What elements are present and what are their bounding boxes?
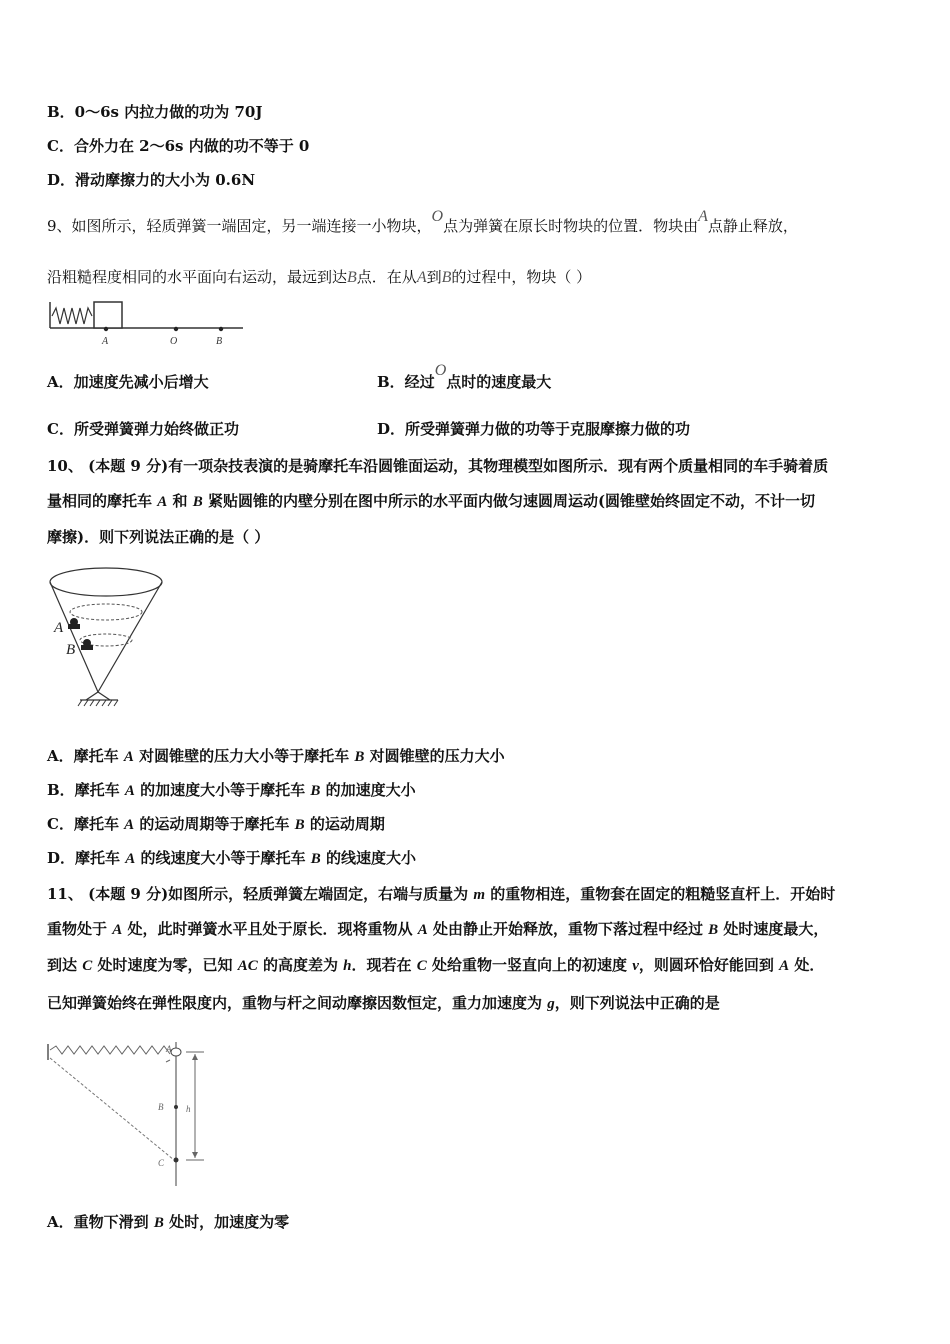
q9-option-d: D．所受弹簧弹力做的功等于克服摩擦力做的功 xyxy=(377,420,691,438)
q9-stem-line2: 沿粗糙程度相同的水平面向右运动，最远到达B点．在从A到B的过程中，物块（ ） xyxy=(47,268,592,286)
q9-label-b: B xyxy=(216,336,223,347)
q11-label-c: C xyxy=(158,1158,165,1168)
q10-label-b: B xyxy=(66,642,76,658)
q11-option-a: A．重物下滑到 B 处时，加速度为零 xyxy=(47,1213,290,1231)
q9-label-o: O xyxy=(170,336,178,347)
q11-label-a: A xyxy=(166,1044,172,1054)
q9-option-c: C．所受弹簧弹力始终做正功 xyxy=(47,420,239,438)
q10-cone-figure xyxy=(48,560,168,708)
q11-label-h: h xyxy=(186,1104,191,1114)
q9-option-b: B．经过O点时的速度最大 xyxy=(377,362,552,391)
q10-stem-line3: 摩擦)．则下列说法正确的是（ ） xyxy=(47,528,270,546)
q9-stem-line1: 9、如图所示，轻质弹簧一端固定，另一端连接一小物块，O点为弹簧在原长时物块的位置．物块由A点静止释放， xyxy=(47,208,798,235)
q10-label-a: A xyxy=(54,620,64,636)
q10-stem-line2: 量相同的摩托车 A 和 B 紧贴圆锥的内壁分别在图中所示的水平面内做匀速圆周运动(圆锥壁始终固定不动，不计一切 xyxy=(47,492,816,510)
q8-option-c: C．合外力在 2～6s 内做的功不等于 0 xyxy=(47,137,310,155)
q8-option-d: D．滑动摩擦力的大小为 0.6N xyxy=(47,171,256,189)
q10-stem-line1: 10、 (本题 9 分)有一项杂技表演的是骑摩托车沿圆锥面运动，其物理模型如图所示．现有两个质量相同的车手骑着质 xyxy=(47,457,829,475)
q11-label-b: B xyxy=(158,1102,164,1112)
q11-stem-line1: 11、 (本题 9 分)如图所示，轻质弹簧左端固定，右端与质量为 m 的重物相连，重物套在固定的粗糙竖直杆上．开始时 xyxy=(47,885,836,903)
q8-option-b: B．0～6s 内拉力做的功为 70J xyxy=(47,103,263,121)
q11-stem-line4: 已知弹簧始终在弹性限度内，重物与杆之间动摩擦因数恒定，重力加速度为 g，则下列说法中正确的是 xyxy=(47,994,720,1012)
q10-option-c: C．摩托车 A 的运动周期等于摩托车 B 的运动周期 xyxy=(47,815,385,833)
q11-stem-line2: 重物处于 A 处，此时弹簧水平且处于原长．现将重物从 A 处由静止开始释放，重物下落过程中经过 B 处时速度最大， xyxy=(47,920,829,938)
q9-option-a: A．加速度先减小后增大 xyxy=(47,373,209,391)
q9-spring-figure xyxy=(48,296,248,348)
q10-option-b: B．摩托车 A 的加速度大小等于摩托车 B 的加速度大小 xyxy=(47,781,416,799)
q9-label-a: A xyxy=(102,336,109,347)
q10-option-d: D．摩托车 A 的线速度大小等于摩托车 B 的线速度大小 xyxy=(47,849,416,867)
q11-spring-rod-figure xyxy=(46,1040,216,1190)
q10-option-a: A．摩托车 A 对圆锥壁的压力大小等于摩托车 B 对圆锥壁的压力大小 xyxy=(47,747,505,765)
q11-stem-line3: 到达 C 处时速度为零，已知 AC 的高度差为 h．现若在 C 处给重物一竖直向上的初速度 v，则圆环恰好能回到 A 处． xyxy=(47,956,825,974)
